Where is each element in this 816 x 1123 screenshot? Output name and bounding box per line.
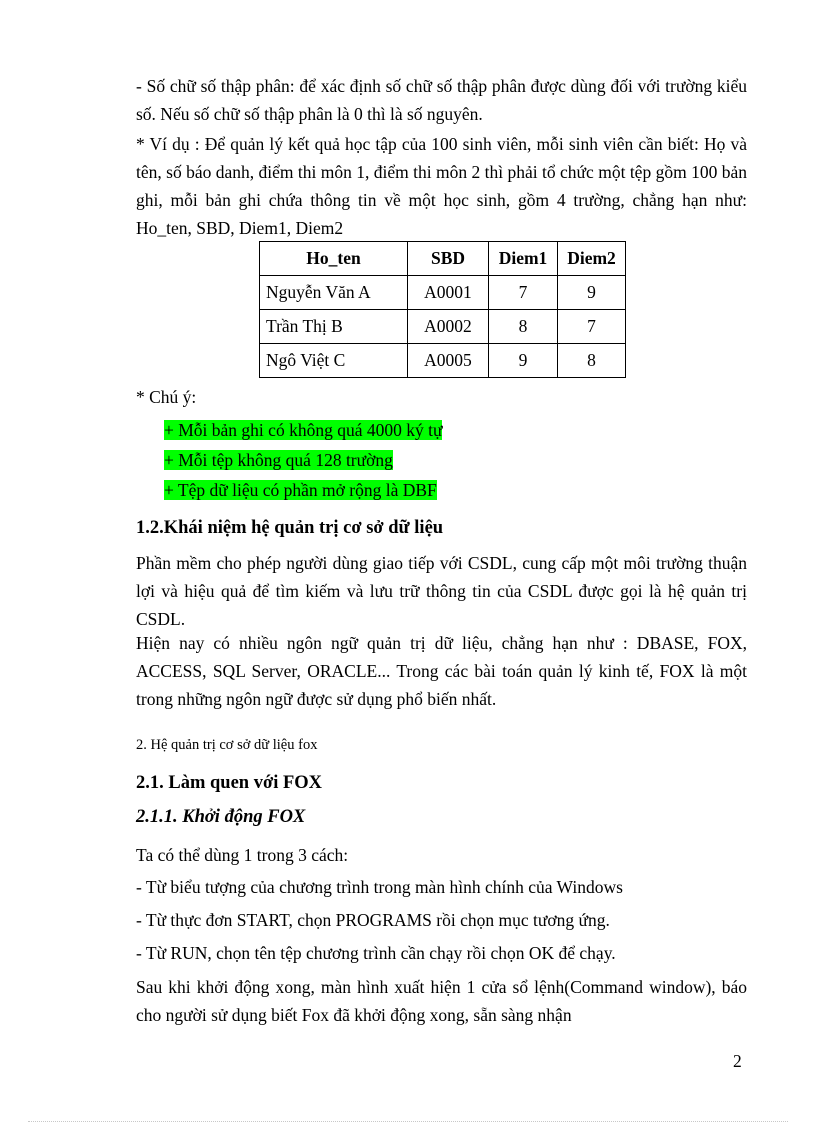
- cell-diem2: 8: [558, 344, 626, 378]
- cell-sbd: A0001: [408, 276, 489, 310]
- example-paragraph: * Ví dụ : Để quản lý kết quả học tập của 100 sinh viên, mỗi sinh viên cần biết: Họ và tên, số báo danh, điểm thi môn 1, điểm thi môn 2 thì phải tổ chức một tệp gồm 100 bản ghi, mỗi bản ghi chứa thông tin về một học sinh, gồm 4 trường, chẳng hạn như: Ho_ten, SBD, Diem1, Diem2: [136, 134, 747, 238]
- cell-sbd: A0002: [408, 310, 489, 344]
- section-1-2-paragraph-1: Phần mềm cho phép người dùng giao tiếp với CSDL, cung cấp một môi trường thuận lợi và hiệu quả để tìm kiếm và lưu trữ thông tin của CSDL được gọi là hệ quản trị CSDL.: [136, 553, 747, 629]
- cell-sbd: A0005: [408, 344, 489, 378]
- way-item-2: - Từ thực đơn START, chọn PROGRAMS rồi chọn mục tương ứng.: [136, 910, 610, 930]
- table-row: [260, 276, 626, 310]
- header-ho-ten: Ho_ten: [260, 242, 408, 276]
- student-table: [259, 241, 626, 378]
- table-row: [260, 344, 626, 378]
- note-item-3: + Tệp dữ liệu có phần mở rộng là DBF: [164, 480, 437, 500]
- table-row: [260, 310, 626, 344]
- way-item-1: - Từ biểu tượng của chương trình trong màn hình chính của Windows: [136, 877, 623, 897]
- section-1-2-title: 1.2.Khái niệm hệ quản trị cơ sở dữ liệu: [136, 518, 444, 538]
- note-label: * Chú ý:: [136, 387, 197, 407]
- note-item-2: + Mỗi tệp không quá 128 trường: [164, 450, 393, 470]
- section-1-2-paragraph-2: Hiện nay có nhiều ngôn ngữ quản trị dữ liệu, chẳng hạn như : DBASE, FOX, ACCESS, SQL Server, ORACLE... Trong các bài toán quản lý kinh tế, FOX là một trong những ngôn ngữ được sử dụng phổ biến nhất.: [136, 633, 747, 709]
- cell-diem1: 7: [489, 276, 558, 310]
- header-diem2: Diem2: [558, 242, 626, 276]
- note-item-1: + Mỗi bản ghi có không quá 4000 ký tự: [164, 420, 443, 440]
- intro-paragraph: Ta có thể dùng 1 trong 3 cách:: [136, 845, 349, 865]
- cell-name: Nguyễn Văn A: [260, 276, 408, 310]
- page-number: 2: [733, 1051, 742, 1071]
- cell-diem2: 7: [558, 310, 626, 344]
- section-2-1-title: 2.1. Làm quen với FOX: [136, 773, 323, 793]
- cell-diem1: 9: [489, 344, 558, 378]
- decimal-paragraph: - Số chữ số thập phân: để xác định số chữ số thập phân được dùng đối với trường kiểu số. Nếu số chữ số thập phân là 0 thì là số nguyên.: [136, 76, 747, 124]
- cell-diem1: 8: [489, 310, 558, 344]
- after-start-paragraph: Sau khi khởi động xong, màn hình xuất hiện 1 cửa sổ lệnh(Command window), báo cho người sử dụng biết Fox đã khởi động xong, sẵn sàng nhận: [136, 977, 747, 1025]
- page-bottom-divider: [28, 1121, 788, 1122]
- cell-name: Ngô Việt C: [260, 344, 408, 378]
- cell-diem2: 9: [558, 276, 626, 310]
- table-header-row: [260, 242, 626, 276]
- section-2-title: 2. Hệ quản trị cơ sở dữ liệu fox: [136, 737, 318, 753]
- cell-name: Trần Thị B: [260, 310, 408, 344]
- section-2-1-1-title: 2.1.1. Khởi động FOX: [136, 807, 306, 827]
- header-diem1: Diem1: [489, 242, 558, 276]
- header-sbd: SBD: [408, 242, 489, 276]
- way-item-3: - Từ RUN, chọn tên tệp chương trình cần chạy rồi chọn OK để chạy.: [136, 943, 616, 963]
